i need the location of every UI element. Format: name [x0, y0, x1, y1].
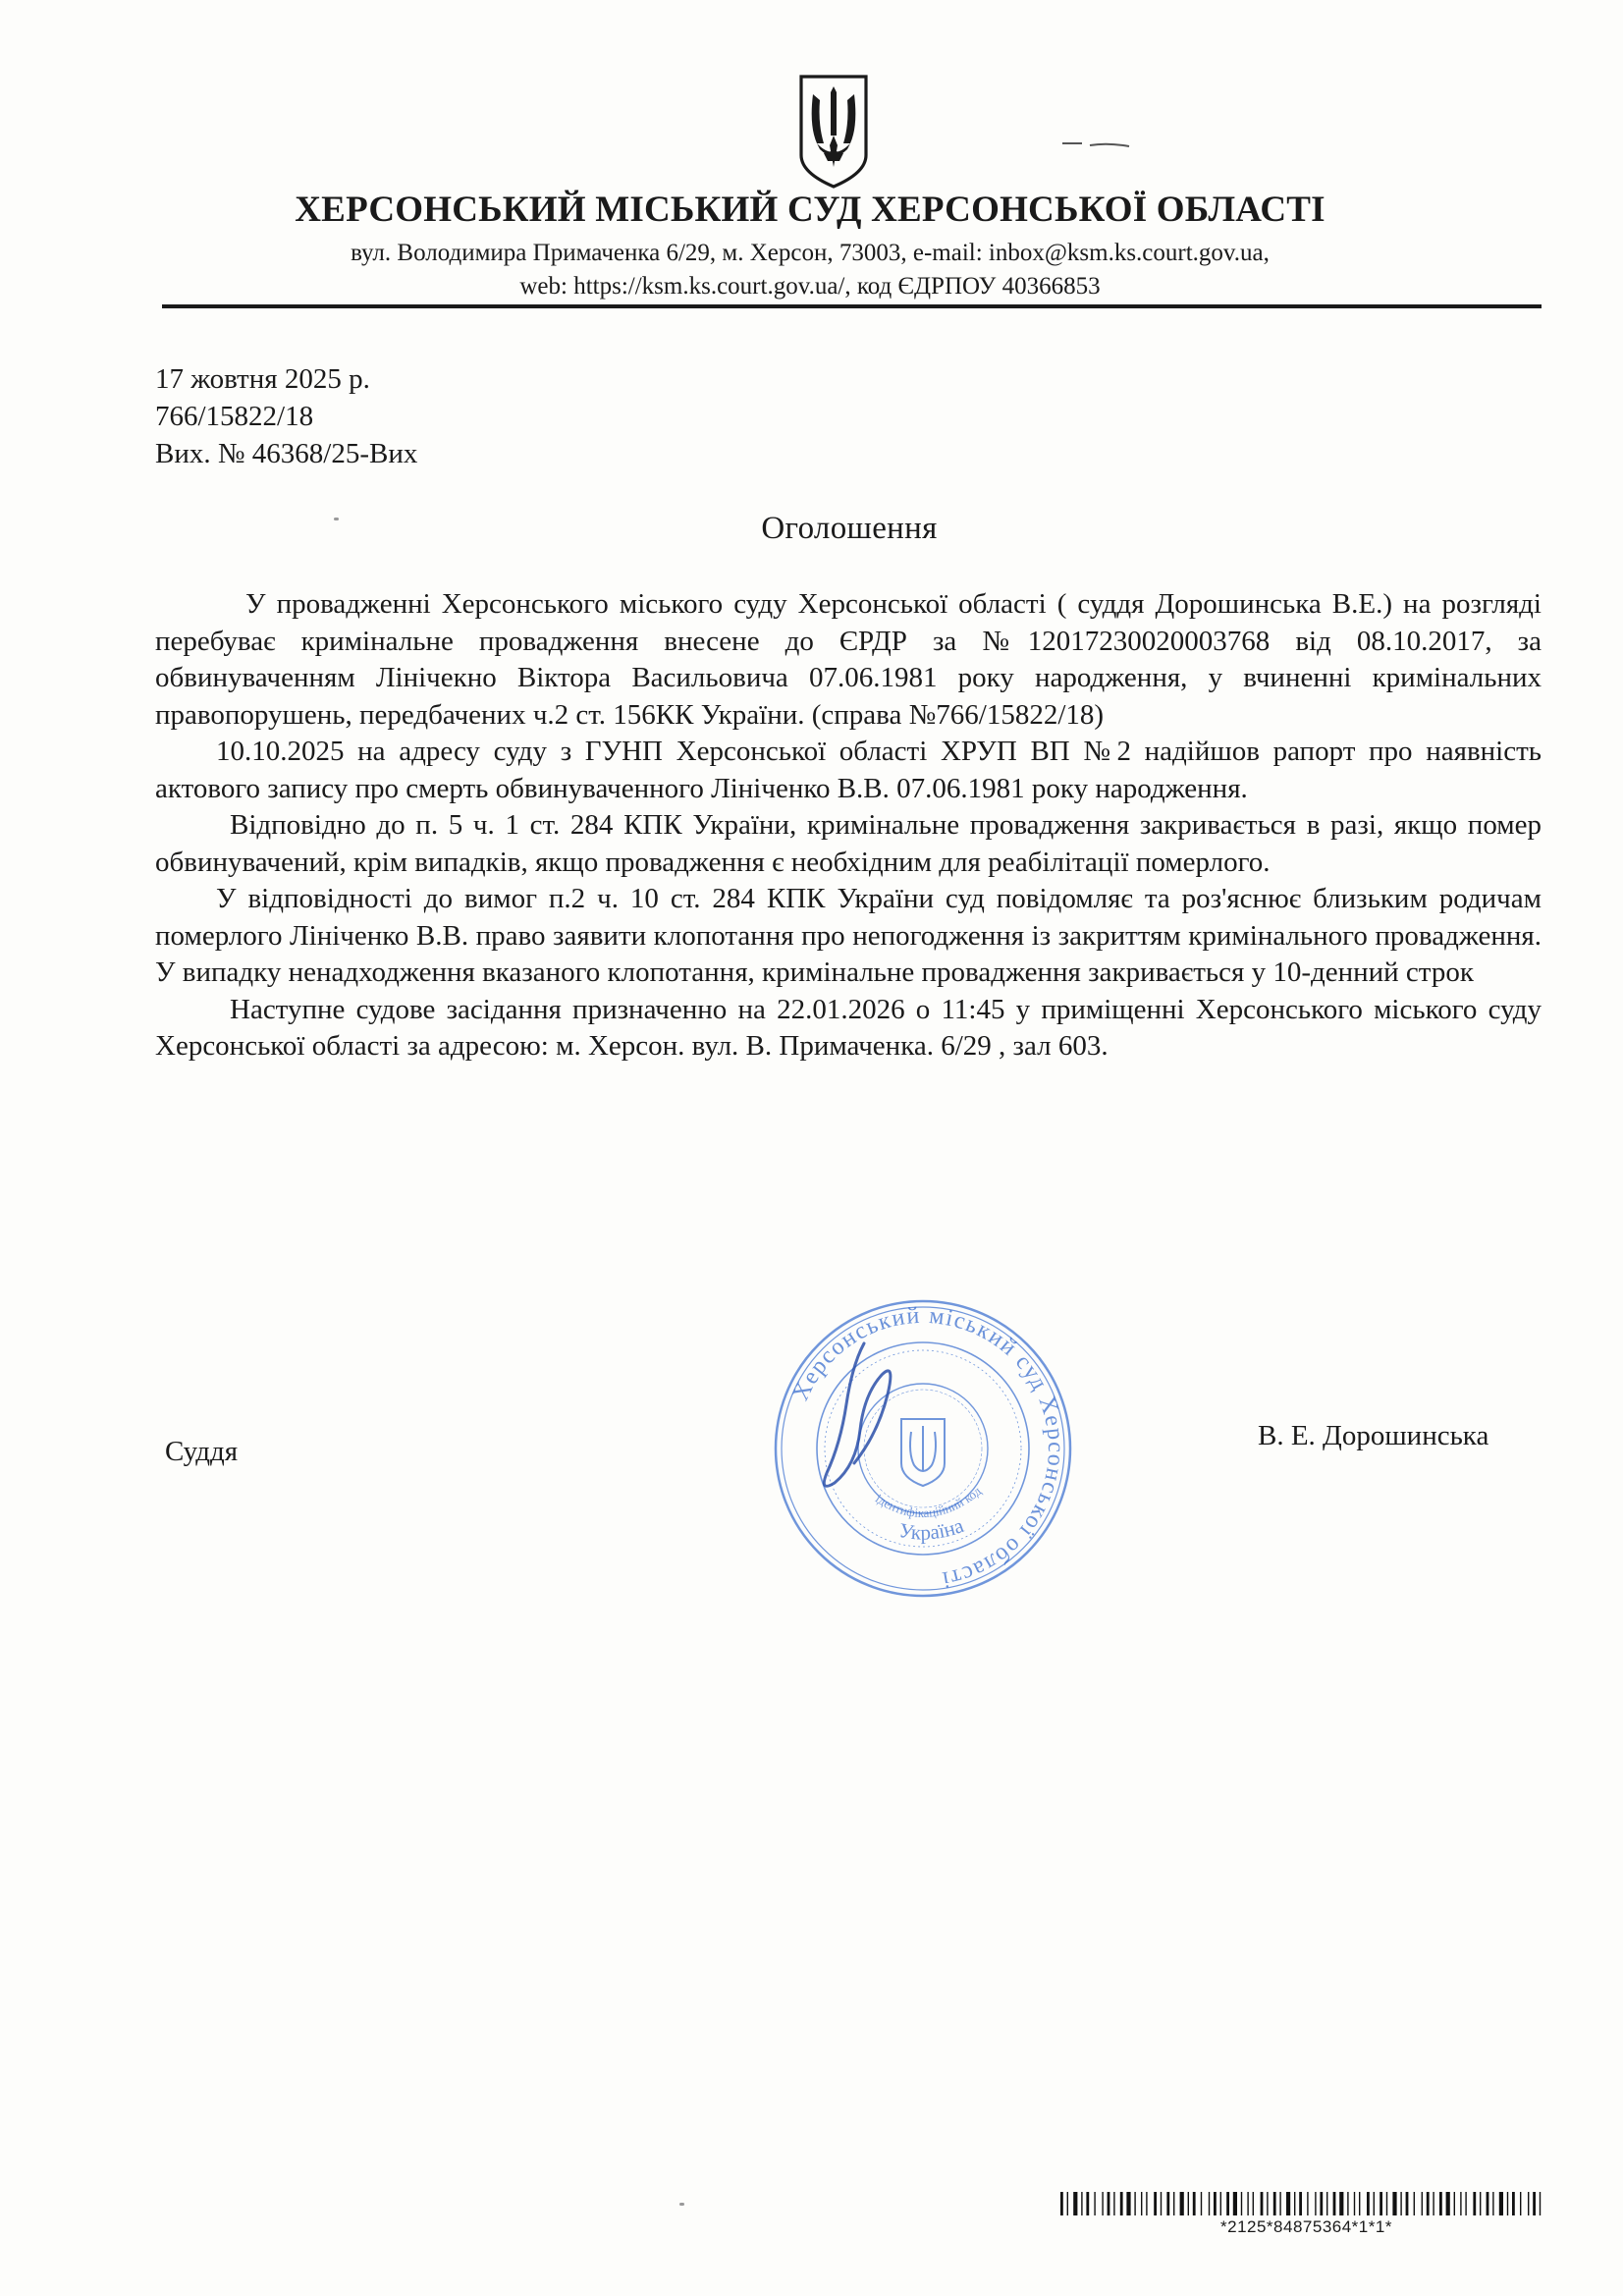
body-paragraph: У провадженні Херсонського міського суду Херсонської області ( суддя Дорошинська В.Е.) на розгляді перебуває кримінальне провадження внесене до ЄРДР за №12017230020003768 від 08.10.2017, за обвинуваченням Лінічекно Віктора Васильовича 07.06.1981 року народження, у вчиненні кримінальних правопорушень, передбачених ч.2 ст. 156КК України. (справа №766/15822/18) — [155, 588, 1542, 731]
court-address-line: вул. Володимира Примаченка 6/29, м. Херсон, 73003, e-mail: inbox@ksm.ks.court.gov.ua, — [351, 240, 1270, 266]
barcode-bar — [1267, 2192, 1268, 2215]
barcode-bar — [1073, 2192, 1077, 2215]
scan-dust-mark — [334, 518, 339, 520]
barcode-bar — [1487, 2192, 1489, 2215]
barcode-bar — [1286, 2192, 1290, 2215]
barcode-bar — [1113, 2192, 1114, 2215]
barcode-bar — [1386, 2192, 1387, 2215]
outgoing-number: Вих. № 46368/25-Вих — [155, 438, 418, 469]
barcode-bar — [1154, 2192, 1157, 2215]
barcode-bar — [1454, 2192, 1455, 2215]
barcode-bar — [1465, 2192, 1466, 2215]
court-name: ХЕРСОНСЬКИЙ МІСЬКИЙ СУД ХЕРСОНСЬКОЇ ОБЛАСТІ — [295, 190, 1325, 230]
barcode-bar — [1214, 2192, 1217, 2215]
barcode-text: *2125*84875364*1*1* — [1220, 2217, 1392, 2236]
barcode-bar — [1209, 2192, 1210, 2215]
barcode-bar — [1315, 2192, 1316, 2215]
barcode-bar — [1126, 2192, 1130, 2215]
barcode-bar — [1492, 2192, 1493, 2215]
barcode-bar — [1273, 2192, 1276, 2215]
barcode-bar — [1439, 2192, 1442, 2215]
barcode-bar — [1507, 2192, 1508, 2215]
body-paragraph: Наступне судове засідання призначенно на 22.01.2026 о 11:45 у приміщенні Херсонського міського суду Херсонської області за адресою: м. Херсон. вул. В. Примаченка. 6/29 , зал 603. — [155, 993, 1542, 1062]
barcode-bar — [1374, 2192, 1375, 2215]
barcode-bar — [1067, 2192, 1068, 2215]
barcode-bar — [1320, 2192, 1323, 2215]
barcode-bar — [1180, 2192, 1184, 2215]
barcode-bar — [1499, 2192, 1503, 2215]
barcode-bar — [1528, 2192, 1529, 2215]
handwritten-signature — [805, 1336, 913, 1522]
barcode-bar — [1299, 2192, 1302, 2215]
barcode-bar — [1120, 2192, 1123, 2215]
barcode-bar — [1540, 2192, 1541, 2215]
barcode-bar — [1473, 2192, 1476, 2215]
barcode-bar — [1400, 2192, 1401, 2215]
seal-inner-text: ідентифікаційний код — [873, 1483, 985, 1521]
barcode-bar — [1233, 2192, 1237, 2215]
barcode-bar — [1247, 2192, 1248, 2215]
document-body — [155, 586, 1542, 1066]
barcode-bar — [1094, 2192, 1095, 2215]
barcode-bar — [1307, 2192, 1308, 2215]
barcode-bar — [1241, 2192, 1242, 2215]
barcode-bar — [1406, 2192, 1409, 2215]
barcode-bar — [1427, 2192, 1430, 2215]
barcode-bar — [1446, 2192, 1450, 2215]
seal-bottom-text: Україна — [896, 1513, 967, 1545]
barcode-bar — [1520, 2192, 1521, 2215]
barcode-bar — [1333, 2192, 1336, 2215]
barcode-bar — [1392, 2192, 1396, 2215]
barcode-bar — [1134, 2192, 1135, 2215]
barcode-bar — [1279, 2192, 1280, 2215]
barcode-bar — [1460, 2192, 1461, 2215]
barcode-bar — [1193, 2192, 1196, 2215]
barcode-bar — [1294, 2192, 1295, 2215]
barcode-bar — [1480, 2192, 1481, 2215]
barcode-bar — [1347, 2192, 1348, 2215]
barcode-bar — [1261, 2192, 1264, 2215]
barcode-bar — [1060, 2192, 1063, 2215]
scan-dust-mark — [679, 2203, 684, 2206]
body-paragraph: 10.10.2025 на адресу суду з ГУНП Херсонської області ХРУП ВП №2 надійшов рапорт про наявність актового запису про смерть обвинуваченного Лініченко В.В. 07.06.1981 року народження. — [155, 736, 1542, 804]
barcode-bar — [1359, 2192, 1360, 2215]
document-date: 17 жовтня 2025 р. — [155, 363, 370, 395]
barcode-bar — [1226, 2192, 1229, 2215]
case-number: 766/15822/18 — [155, 401, 314, 432]
barcode-bar — [1414, 2192, 1415, 2215]
barcode-bar — [1339, 2192, 1343, 2215]
court-web-line: web: https://ksm.ks.court.gov.ua/, код ЄДРПОУ 40366853 — [519, 273, 1101, 300]
barcode-bar — [1173, 2192, 1174, 2215]
seal-outer-text: Херсонський міський суд Херсонської області — [787, 1302, 1069, 1593]
document-title: Оголошення — [761, 511, 938, 546]
barcode-bar — [1166, 2192, 1169, 2215]
barcode-bar — [1201, 2192, 1202, 2215]
barcode-bar — [1086, 2192, 1089, 2215]
barcode-bar — [1354, 2192, 1355, 2215]
body-paragraph: У відповідності до вимог п.2 ч. 10 ст. 284 КПК України суд повідомляє та роз'яснює близьким родичам померлого Лініченко В.В. право заявити клопотання про непогодження із закриттям кримінального провадження. У випадку ненадходження вказаного клопотання, кримінальне провадження закривається у 10-денний строк — [155, 883, 1542, 988]
barcode-bar — [1220, 2192, 1221, 2215]
barcode-bar — [1380, 2192, 1382, 2215]
barcode-bar — [1188, 2192, 1189, 2215]
barcode-bar — [1422, 2192, 1423, 2215]
barcode-bar — [1141, 2192, 1142, 2215]
barcode-bar — [1081, 2192, 1082, 2215]
barcode-bar — [1433, 2192, 1434, 2215]
header-divider — [162, 304, 1542, 308]
barcode-bar — [1161, 2192, 1162, 2215]
tryzub-icon — [793, 71, 874, 192]
barcode-bar — [1253, 2192, 1254, 2215]
barcode-bar — [1326, 2192, 1327, 2215]
barcode-bar — [1108, 2192, 1110, 2215]
barcode-bar — [1533, 2192, 1536, 2215]
barcode-bar — [1512, 2192, 1515, 2215]
barcode-bar — [1367, 2192, 1370, 2215]
body-paragraph: Відповідно до п. 5 ч. 1 ст. 284 КПК України, кримінальне провадження закривається в разі, якщо помер обвинувачений, крім випадків, якщо провадження є необхідним для реабілітації померлого. — [155, 809, 1542, 878]
scan-dash-mark — [1060, 139, 1131, 149]
judge-name: В. Е. Дорошинська — [1258, 1420, 1489, 1451]
barcode-bar — [1102, 2192, 1103, 2215]
barcode-graphic — [1060, 2192, 1545, 2215]
signature-role: Суддя — [165, 1436, 239, 1467]
barcode-bar — [1146, 2192, 1147, 2215]
